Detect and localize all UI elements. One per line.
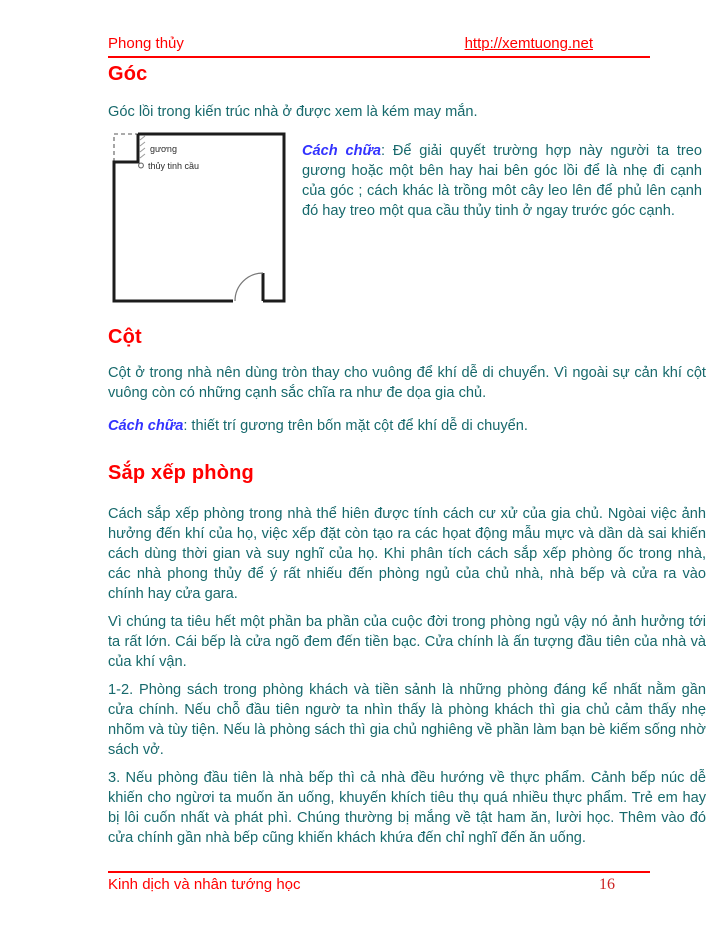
phantom-corner-dashed-outline [114,134,138,162]
page-number: 16 [599,876,615,893]
remedy-lead-label: Cách chữa [108,418,184,434]
goc-remedy-paragraph [302,141,702,221]
goc-intro-paragraph: Góc lồi trong kiến trúc nhà ở được xem là kém may mắn. [108,104,478,120]
header-title: Phong thủy [108,35,184,52]
door-swing-arc [235,273,263,301]
sapxep-paragraph-2: Vì chúng ta tiêu hết một phần ba phần của cuộc đời trong phòng ngủ vậy nó ảnh hưởng tới ta rất lớn. Cái bếp là cửa ngõ đem đến tiền bạc. Cửa chính là ấn tượng đầu tiên của nhà và của khí vận. [108,614,706,670]
goc-figure-row [108,131,706,314]
crystal-ball-label: thủy tinh cầu [148,161,200,171]
sapxep-paragraph-3: 1-2. Phòng sách trong phòng khách và tiền sảnh là những phòng đáng kể nhất nằm gần cửa chính. Nếu chỗ đầu tiên ngườ ta nhìn thấy là phòng khách thì gia chủ cảm thấy nhẹ nhõm và tùy tiện. Nếu là phòng sách thì gia chủ nghiêng về phần làm bạn bè kiếm sống nhờ sách vở. [108,682,706,758]
page-footer [108,871,650,894]
remedy-text: : Để giải quyết trường hợp này người ta treo gương hoặc một bên hay hai bên góc lồi để là nhẹ đi cạnh của góc ; cách khác là trồng môt cây leo lên để phủ lên cạnh đó hay treo một qua cầu thủy tinh ở ngay trước góc cạnh. [302,143,703,219]
cot-body-paragraph: Cột ở trong nhà nên dùng tròn thay cho vuông để khí dễ di chuyển. Vì ngoài sự cản khí cột vuông còn có những cạnh sắc chĩa ra như đe dọa gia chủ. [108,365,706,401]
section-heading-cot: Cột [108,326,142,348]
section-heading-goc: Góc [108,63,148,85]
header-link[interactable]: http://xemtuong.net [464,35,593,52]
section-heading-sapxep: Sắp xếp phòng [108,462,254,484]
remedy-lead-label: Cách chữa [302,143,382,159]
cot-remedy-paragraph [108,416,706,436]
crystal-ball-marker [139,163,144,168]
remedy-text: : thiết trí gương trên bốn mặt cột để khí dễ di chuyển. [183,418,528,434]
document-body [108,62,706,848]
room-walls [114,134,284,301]
mirror-hatch [140,136,145,158]
mirror-label: gương [150,144,177,154]
footer-title: Kinh dịch và nhân tướng học [108,876,301,893]
sapxep-paragraph-4: 3. Nếu phòng đầu tiên là nhà bếp thì cả nhà đều hướng về thực phẩm. Cảnh bếp núc dễ khiến cho ngừơi ta muốn ăn uống, khuyến khích tiêu thụ quá nhiều thực phẩm. Trẻ em hay bị lôi cuốn nhất và phát phì. Chúng thường bị mắng về tật ham ăn, lười học. Thêm vào đó cửa chính gần nhà bếp cũng khiến khách khứa đến chỉ nghĩ đến ăn uống. [108,770,706,846]
header-rule [108,56,650,58]
sapxep-paragraph-1: Cách sắp xếp phòng trong nhà thể hiên được tính cách cư xử của gia chủ. Ngòai việc ảnh hưởng đến khí của họ, việc xếp đặt còn tạo ra các họat động mẫu mực và dần dà sai khiến cách dùng thời gian và suy nghĩ của họ. Khi phân tích cách sắp xếp phòng ốc trong nhà, các nhà phong thủy để ý rất nhiếu đến phòng ngủ của chủ nhà, nhà bếp và cửa ra vào chính hay cửa gara. [108,506,706,602]
room-floorplan-diagram [110,131,290,314]
page-header [108,0,650,58]
